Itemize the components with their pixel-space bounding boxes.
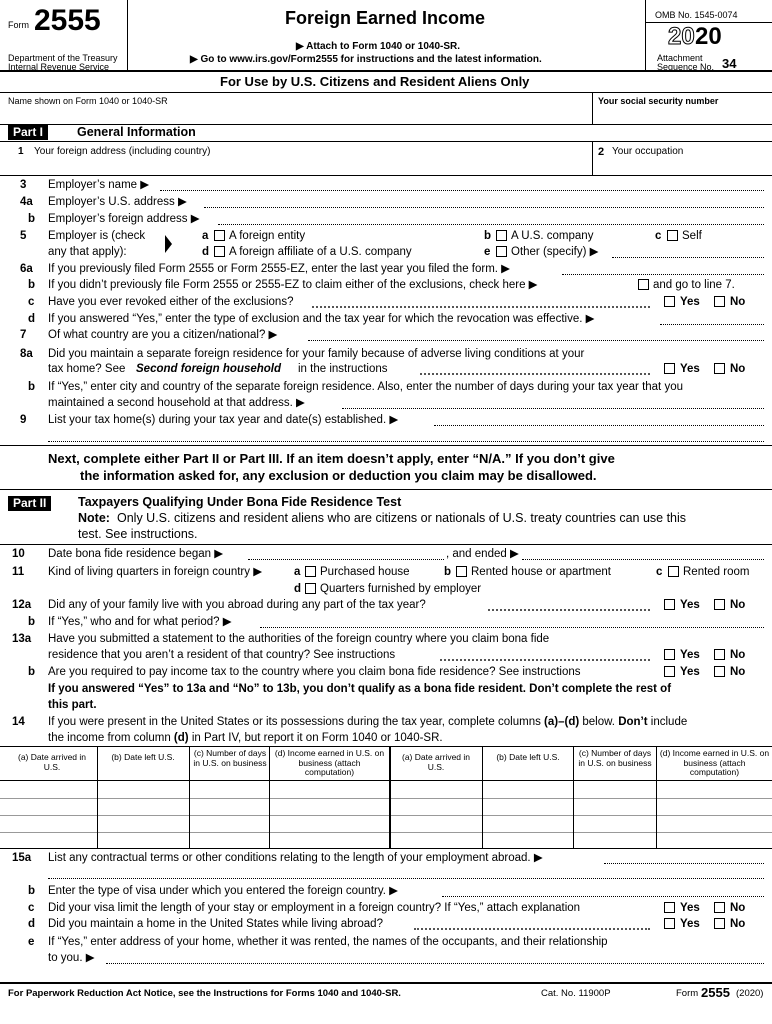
catalog-number: Cat. No. 11900P bbox=[541, 988, 611, 999]
footer-form-label: Form bbox=[676, 988, 699, 999]
citizenship-field[interactable] bbox=[308, 340, 764, 341]
line10-number: 10 bbox=[12, 548, 25, 560]
statement-yes-label: Yes bbox=[680, 649, 700, 661]
presence-instruction-2: the income from column (d) in Part IV, but report it on Form 1040 or 1040-SR. bbox=[48, 732, 443, 744]
presence-table-body[interactable] bbox=[0, 781, 772, 848]
rented-house-label: Rented house or apartment bbox=[471, 566, 612, 578]
statement-yes-checkbox[interactable] bbox=[664, 649, 675, 660]
ssn-field[interactable] bbox=[598, 107, 766, 121]
contract-terms-field-2[interactable] bbox=[48, 878, 764, 879]
revocation-type-label: If you answered “Yes,” enter the type of exclusion and the tax year for which the revocation was effective. ▶ bbox=[48, 313, 595, 325]
visa-limit-yes-checkbox[interactable] bbox=[664, 902, 675, 913]
paperwork-notice: For Paperwork Reduction Act Notice, see the Instructions for Forms 1040 and 1040-SR. bbox=[8, 988, 401, 999]
col-b-header: (b) Date left U.S. bbox=[111, 752, 175, 762]
visa-type-field[interactable] bbox=[442, 896, 764, 897]
income-tax-no-checkbox[interactable] bbox=[714, 666, 725, 677]
employer-quarters-label: Quarters furnished by employer bbox=[320, 583, 482, 595]
home-address-field[interactable] bbox=[106, 963, 764, 964]
second-household-label: If “Yes,” enter city and country of the separate foreign residence. Also, enter the number of days during your tax year that you bbox=[48, 381, 683, 393]
occupation-field[interactable] bbox=[612, 158, 762, 172]
other-employer-field[interactable] bbox=[612, 257, 764, 258]
line7-number: 7 bbox=[20, 329, 27, 341]
col-a-header: (a) Date arrived in U.S. bbox=[17, 752, 87, 772]
contract-terms-label: List any contractual terms or other conditions relating to the length of your employment abroad. ▶ bbox=[48, 852, 543, 864]
revoked-yes-label: Yes bbox=[680, 296, 700, 308]
revoked-no-label: No bbox=[730, 296, 746, 308]
line3-number: 3 bbox=[20, 179, 27, 191]
us-home-no-checkbox[interactable] bbox=[714, 918, 725, 929]
contract-terms-field[interactable] bbox=[604, 863, 764, 864]
home-address-label-2: to you. ▶ bbox=[48, 952, 95, 964]
statement-no-checkbox[interactable] bbox=[714, 649, 725, 660]
foreign-entity-checkbox[interactable] bbox=[214, 230, 225, 241]
line15b-number: b bbox=[28, 885, 36, 897]
presence-instruction: If you were present in the United States or its possessions during the tax year, complete columns (a)–(d) below. Don’t include bbox=[48, 716, 688, 728]
family-abroad-yes-checkbox[interactable] bbox=[664, 599, 675, 610]
foreign-address-field[interactable] bbox=[34, 158, 586, 172]
brace-arrow-icon bbox=[164, 234, 173, 254]
family-who-label: If “Yes,” who and for what period? ▶ bbox=[48, 616, 232, 628]
residence-began-label: Date bona fide residence began ▶ bbox=[48, 548, 224, 560]
col-d-header: (d) Income earned in U.S. on business (attach computation) bbox=[274, 748, 385, 777]
separate-residence-label-2b: in the instructions bbox=[298, 363, 388, 375]
family-who-field[interactable] bbox=[260, 627, 764, 628]
opt-5d-letter: d bbox=[202, 246, 210, 258]
qualification-warning: If you answered “Yes” to 13a and “No” to 13b, you don’t qualify as a bona fide resident. Don’t complete the rest of bbox=[48, 683, 672, 695]
rented-room-label: Rented room bbox=[683, 566, 750, 578]
statement-no-label: No bbox=[730, 649, 746, 661]
line13a-number: 13a bbox=[12, 633, 32, 645]
visa-limit-no-label: No bbox=[730, 902, 746, 914]
family-abroad-yes-label: Yes bbox=[680, 599, 700, 611]
other-employer-checkbox[interactable] bbox=[496, 246, 507, 257]
line8a-number: 8a bbox=[20, 348, 33, 360]
line9-number: 9 bbox=[20, 414, 27, 426]
use-for-banner: For Use by U.S. Citizens and Resident Aliens Only bbox=[220, 74, 530, 89]
line12a-number: 12a bbox=[12, 599, 32, 611]
opt-5a-letter: a bbox=[202, 230, 209, 242]
family-abroad-no-label: No bbox=[730, 599, 746, 611]
citizenship-label: Of what country are you a citizen/national? ▶ bbox=[48, 329, 278, 341]
line12b-number: b bbox=[28, 616, 36, 628]
other-employer-label: Other (specify) ▶ bbox=[511, 246, 599, 258]
ssn-label: Your social security number bbox=[598, 96, 719, 106]
line2-number: 2 bbox=[598, 146, 605, 158]
statement-label: Have you submitted a statement to the authorities of the foreign country where you claim bona fide bbox=[48, 633, 550, 645]
line6b-number: b bbox=[28, 279, 36, 291]
us-home-no-label: No bbox=[730, 918, 746, 930]
footer-form-year: (2020) bbox=[736, 988, 764, 999]
residence-began-field[interactable] bbox=[248, 559, 444, 560]
opt-5c-letter: c bbox=[655, 230, 662, 242]
line1-number: 1 bbox=[18, 146, 24, 157]
opt-5b-letter: b bbox=[484, 230, 492, 242]
line6d-number: d bbox=[28, 313, 36, 325]
employer-name-label: Employer’s name ▶ bbox=[48, 179, 150, 191]
home-address-label: If “Yes,” enter address of your home, whether it was rented, the names of the occupants, and their relationship bbox=[48, 936, 608, 948]
agency-label: Internal Revenue Service bbox=[8, 62, 110, 72]
part1-title: General Information bbox=[77, 125, 196, 139]
foreign-affiliate-checkbox[interactable] bbox=[214, 246, 225, 257]
foreign-affiliate-label: A foreign affiliate of a U.S. company bbox=[229, 246, 412, 258]
line15e-number: e bbox=[28, 936, 35, 948]
living-quarters-label: Kind of living quarters in foreign country ▶ bbox=[48, 566, 263, 578]
residence-ended-field[interactable] bbox=[522, 559, 764, 560]
separate-residence-yes-label: Yes bbox=[680, 363, 700, 375]
col-b-header-right: (b) Date left U.S. bbox=[496, 752, 560, 762]
employer-quarters-checkbox[interactable] bbox=[305, 583, 316, 594]
line5-number: 5 bbox=[20, 230, 27, 242]
form-title: Foreign Earned Income bbox=[285, 8, 486, 28]
col-c-header: (c) Number of days in U.S. on business bbox=[193, 748, 267, 768]
note-text-2: test. See instructions. bbox=[78, 527, 198, 541]
note-label: Note: bbox=[78, 511, 110, 525]
go-to-line7-label: and go to line 7. bbox=[653, 279, 735, 291]
tax-year-outline: 20 bbox=[668, 23, 695, 50]
name-field[interactable] bbox=[8, 107, 586, 121]
us-company-checkbox[interactable] bbox=[496, 230, 507, 241]
tax-home-field-2[interactable] bbox=[48, 441, 764, 442]
tax-home-field[interactable] bbox=[434, 425, 764, 426]
family-abroad-label: Did any of your family live with you abroad during any part of the tax year? bbox=[48, 599, 426, 611]
separate-residence-label-2a: tax home? See bbox=[48, 363, 126, 375]
tax-year: 20 bbox=[695, 23, 722, 50]
part1-tag: Part I bbox=[8, 125, 48, 140]
part2-title: Taxpayers Qualifying Under Bona Fide Residence Test bbox=[78, 495, 402, 509]
form-number: 2555 bbox=[34, 4, 101, 37]
rented-house-checkbox[interactable] bbox=[456, 566, 467, 577]
self-label: Self bbox=[682, 230, 702, 242]
income-tax-label: Are you required to pay income tax to the country where you claim bona fide residence? See instructions bbox=[48, 666, 581, 678]
goto-instruction: ▶ Go to www.irs.gov/Form2555 for instructions and the latest information. bbox=[190, 54, 542, 65]
line6c-number: c bbox=[28, 296, 35, 308]
second-household-label-2: maintained a second household at that address. ▶ bbox=[48, 397, 305, 409]
part2-tag: Part II bbox=[8, 496, 51, 511]
us-company-label: A U.S. company bbox=[511, 230, 594, 242]
line15a-number: 15a bbox=[12, 852, 32, 864]
line11-number: 11 bbox=[12, 566, 25, 578]
line14-number: 14 bbox=[12, 716, 25, 728]
sequence-label: Sequence No. bbox=[657, 62, 715, 72]
visa-limit-yes-label: Yes bbox=[680, 902, 700, 914]
line15c-number: c bbox=[28, 902, 35, 914]
employer-type-label-2: any that apply): bbox=[48, 246, 127, 258]
previous-filing-label: If you previously filed Form 2555 or Form 2555-EZ, enter the last year you filed the form. ▶ bbox=[48, 263, 511, 275]
line8b-number: b bbox=[28, 381, 36, 393]
col-d-header-right: (d) Income earned in U.S. on business (attach computation) bbox=[659, 748, 770, 777]
separate-residence-yes-checkbox[interactable] bbox=[664, 363, 675, 374]
us-home-label: Did you maintain a home in the United States while living abroad? bbox=[48, 918, 383, 930]
employer-foreign-address-field[interactable] bbox=[218, 224, 764, 225]
opt-11a-letter: a bbox=[294, 566, 301, 578]
income-tax-yes-checkbox[interactable] bbox=[664, 666, 675, 677]
instruction-line1: Next, complete either Part II or Part III. If an item doesn’t apply, enter “N/A.” If you don’t give bbox=[48, 451, 615, 466]
foreign-address-label: Your foreign address (including country) bbox=[34, 146, 211, 157]
instruction-line2: the information asked for, any exclusion or deduction you claim may be disallowed. bbox=[80, 468, 597, 483]
sequence-number: 34 bbox=[722, 56, 737, 71]
income-tax-no-label: No bbox=[730, 666, 746, 678]
line6a-number: 6a bbox=[20, 263, 33, 275]
purchased-house-checkbox[interactable] bbox=[305, 566, 316, 577]
us-home-yes-label: Yes bbox=[680, 918, 700, 930]
revoked-yes-checkbox[interactable] bbox=[664, 296, 675, 307]
no-previous-filing-checkbox[interactable] bbox=[638, 279, 649, 290]
income-tax-yes-label: Yes bbox=[680, 666, 700, 678]
revoked-exclusion-label: Have you ever revoked either of the exclusions? bbox=[48, 296, 294, 308]
line4a-number: 4a bbox=[20, 196, 33, 208]
revoked-no-checkbox[interactable] bbox=[714, 296, 725, 307]
visa-type-label: Enter the type of visa under which you entered the foreign country. ▶ bbox=[48, 885, 398, 897]
family-abroad-no-checkbox[interactable] bbox=[714, 599, 725, 610]
line13b-number: b bbox=[28, 666, 36, 678]
foreign-entity-label: A foreign entity bbox=[229, 230, 306, 242]
occupation-label: Your occupation bbox=[612, 146, 684, 157]
second-household-ref: Second foreign household bbox=[136, 363, 282, 375]
employer-type-label: Employer is (check bbox=[48, 230, 146, 242]
visa-limit-no-checkbox[interactable] bbox=[714, 902, 725, 913]
rented-room-checkbox[interactable] bbox=[668, 566, 679, 577]
omb-number: OMB No. 1545-0074 bbox=[655, 10, 738, 20]
opt-11c-letter: c bbox=[656, 566, 663, 578]
employer-us-address-label: Employer’s U.S. address ▶ bbox=[48, 196, 187, 208]
attach-instruction: ▶ Attach to Form 1040 or 1040-SR. bbox=[296, 41, 461, 52]
line15d-number: d bbox=[28, 918, 36, 930]
self-checkbox[interactable] bbox=[667, 230, 678, 241]
form-label: Form bbox=[8, 20, 29, 30]
tax-home-label: List your tax home(s) during your tax year and date(s) established. ▶ bbox=[48, 414, 399, 426]
residence-ended-label: , and ended ▶ bbox=[446, 548, 519, 560]
opt-11d-letter: d bbox=[294, 583, 302, 595]
line4b-number: b bbox=[28, 213, 36, 225]
employer-us-address-field[interactable] bbox=[204, 207, 764, 208]
previous-filing-year-field[interactable] bbox=[562, 274, 764, 275]
col-a-header-right: (a) Date arrived in U.S. bbox=[401, 752, 471, 772]
separate-residence-no-label: No bbox=[730, 363, 746, 375]
no-previous-filing-label: If you didn’t previously file Form 2555 or 2555-EZ to claim either of the exclusions, check here ▶ bbox=[48, 279, 538, 291]
employer-name-field[interactable] bbox=[160, 190, 764, 191]
qualification-warning-2: this part. bbox=[48, 699, 97, 711]
attachment-label: Attachment bbox=[657, 53, 703, 63]
opt-5e-letter: e bbox=[484, 246, 491, 258]
visa-limit-label: Did your visa limit the length of your stay or employment in a foreign country? If “Yes,” attach explanation bbox=[48, 902, 581, 914]
col-c-header-right: (c) Number of days in U.S. on business bbox=[578, 748, 652, 768]
revocation-type-field[interactable] bbox=[660, 324, 764, 325]
separate-residence-label: Did you maintain a separate foreign residence for your family because of adverse living conditions at your bbox=[48, 348, 585, 360]
second-household-field[interactable] bbox=[342, 408, 764, 409]
note-text: Only U.S. citizens and resident aliens who are citizens or nationals of U.S. treaty countries can use this bbox=[117, 511, 687, 525]
opt-11b-letter: b bbox=[444, 566, 452, 578]
name-label: Name shown on Form 1040 or 1040-SR bbox=[8, 96, 168, 106]
us-home-yes-checkbox[interactable] bbox=[664, 918, 675, 929]
employer-foreign-address-label: Employer’s foreign address ▶ bbox=[48, 213, 200, 225]
purchased-house-label: Purchased house bbox=[320, 566, 410, 578]
footer-form-number: 2555 bbox=[701, 985, 730, 1000]
department-label: Department of the Treasury bbox=[8, 53, 118, 63]
separate-residence-no-checkbox[interactable] bbox=[714, 363, 725, 374]
statement-label-2: residence that you aren’t a resident of that country? See instructions bbox=[48, 649, 396, 661]
